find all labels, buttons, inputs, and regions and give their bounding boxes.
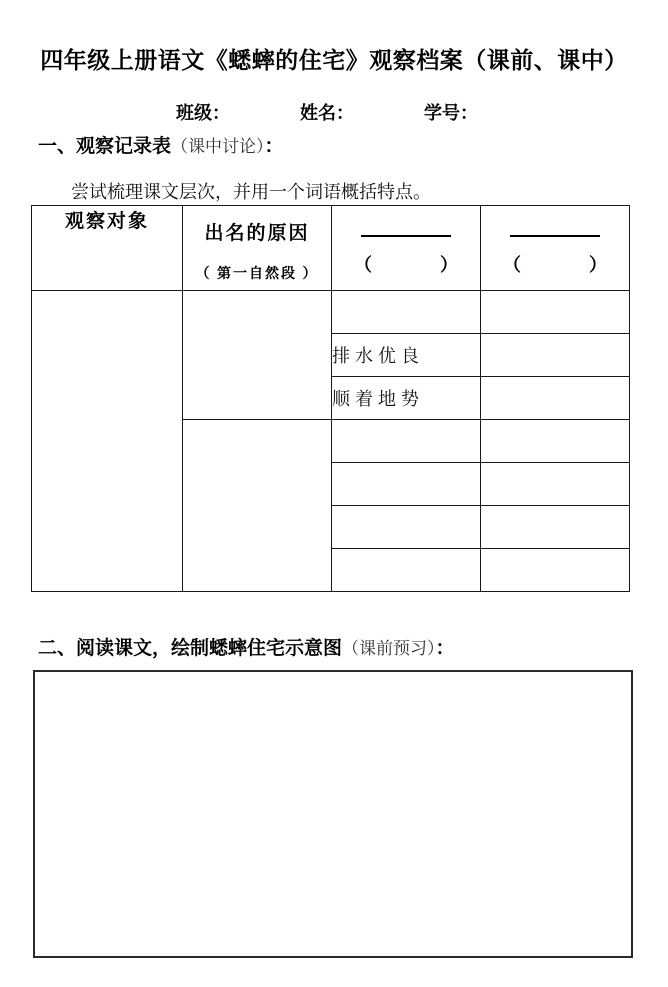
paren-blank xyxy=(481,251,629,277)
feature-cell xyxy=(332,506,481,549)
table-header-row xyxy=(32,206,630,291)
paren-open: （ xyxy=(354,255,372,275)
header-reason-title: 出名的原因 xyxy=(204,223,310,244)
student-info-line xyxy=(176,99,548,125)
summary-cell xyxy=(481,506,630,549)
name-field-label: 姓名： xyxy=(300,103,354,123)
reason-cell-lower xyxy=(183,420,332,592)
sketch-drawing-box xyxy=(33,670,633,958)
header-blank-column-4 xyxy=(481,206,630,291)
summary-cell xyxy=(481,463,630,506)
feature-cell xyxy=(332,549,481,592)
section1-heading xyxy=(38,131,284,158)
summary-cell xyxy=(481,377,630,420)
feature-cell xyxy=(332,291,481,334)
section1-heading-title: 一、观察记录表 xyxy=(38,136,172,157)
feature-cell: 排水优良 xyxy=(332,334,481,377)
section2-heading-colon: ： xyxy=(435,638,455,659)
summary-cell xyxy=(481,549,630,592)
header-reason-for-fame xyxy=(183,206,332,291)
paren-open: （ xyxy=(503,255,521,275)
observation-table xyxy=(31,205,630,592)
feature-cell xyxy=(332,463,481,506)
paren-blank xyxy=(332,251,480,277)
header-reason-paragraph-note: （ 第一自然段 ） xyxy=(195,267,319,282)
student-id-field-label: 学号： xyxy=(424,103,478,123)
blank-underline xyxy=(510,235,600,237)
blank-underline xyxy=(361,235,451,237)
section1-instruction: 尝试梳理课文层次，并用一个词语概括特点。 xyxy=(71,182,431,202)
paren-close: ） xyxy=(589,255,607,275)
observation-target-cell xyxy=(32,291,183,592)
section2-heading xyxy=(38,633,455,660)
header-blank-column-3 xyxy=(332,206,481,291)
section1-heading-note: （课中讨论） xyxy=(171,137,265,156)
feature-cell xyxy=(332,420,481,463)
reason-cell-upper xyxy=(183,291,332,420)
summary-cell xyxy=(481,420,630,463)
class-field-label: 班级： xyxy=(176,103,230,123)
header-observation-target: 观察对象 xyxy=(32,206,183,291)
page-title: 四年级上册语文《蟋蟀的住宅》观察档案（课前、课中） xyxy=(40,47,628,73)
summary-cell xyxy=(481,334,630,377)
section2-heading-note: （课前预习） xyxy=(342,639,436,658)
summary-cell xyxy=(481,291,630,334)
table-row xyxy=(32,291,630,334)
paren-close: ） xyxy=(440,255,458,275)
section2-heading-title: 二、阅读课文，绘制蟋蟀住宅示意图 xyxy=(38,638,343,659)
feature-cell: 顺着地势 xyxy=(332,377,481,420)
section1-heading-colon: ： xyxy=(264,136,284,157)
